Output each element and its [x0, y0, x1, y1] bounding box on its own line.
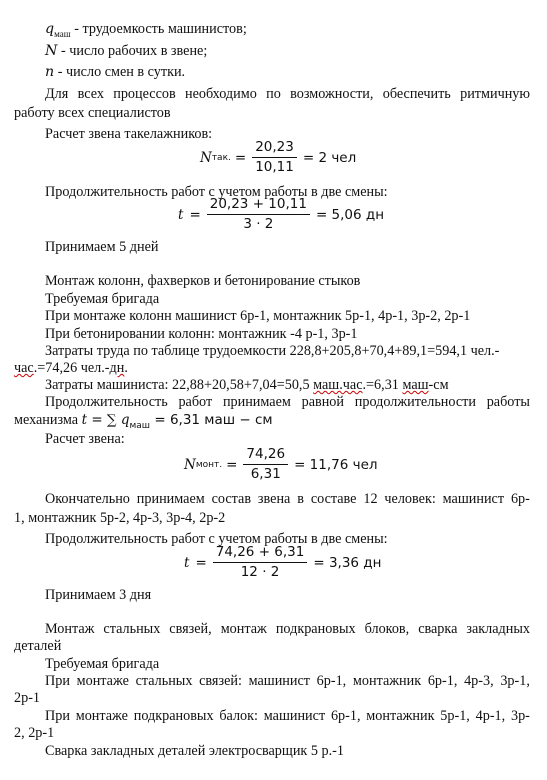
symbol-n-small: n	[45, 64, 55, 80]
word: стальных	[103, 621, 161, 637]
word: закладных	[466, 621, 530, 637]
word: 12	[363, 491, 378, 507]
eq-lhs-sub: так.	[211, 152, 231, 163]
accept-3-days: Принимаем 3 дня	[45, 587, 152, 603]
text-days: дн	[109, 360, 125, 376]
word: процессов	[113, 86, 176, 102]
word: связей,	[169, 621, 212, 637]
eq-result: = 2 чел	[302, 149, 357, 166]
word: Окончательно	[45, 491, 130, 507]
equation-installer-count: N монт. = $\frac{74,26}{6,31}$ = 11,76 чел	[184, 446, 378, 482]
word: монтаже	[76, 673, 129, 689]
fraction-numerator: 74,26 + 6,31	[213, 545, 308, 563]
word: 6р-1,	[330, 708, 361, 724]
columns-labor-line1: Затраты труда по таблице трудоемкости 228,8+205,8+70,4+89,1=594,1 чел.-	[45, 343, 500, 359]
word: работы	[486, 394, 530, 410]
steel-braces-line2: 2р-1	[14, 690, 41, 706]
formula: t = ∑ q	[81, 412, 130, 428]
columns-machinist-cost	[45, 376, 449, 394]
word: принимаем	[136, 491, 205, 507]
fraction	[213, 545, 308, 580]
word: подкрановых	[133, 708, 214, 724]
word: машинист	[263, 708, 326, 724]
text-hour: час	[14, 360, 34, 376]
word: 6р-1,	[316, 673, 347, 689]
columns-brigade: Требуемая бригада	[45, 291, 160, 307]
word: балок:	[219, 708, 258, 724]
word: Монтаж	[45, 621, 95, 637]
word: Для	[45, 86, 69, 102]
word: работ	[178, 394, 213, 410]
columns-duration-line1	[14, 393, 530, 411]
definition-n-workers	[45, 42, 207, 60]
fraction-denominator: 10,11	[255, 159, 294, 175]
paragraph-rhythm-line1	[14, 85, 530, 103]
columns-mount: При монтаже колонн машинист 6р-1, монтажник 5р-1, 4р-1, 3р-2, 2р-1	[45, 308, 471, 324]
definition-q	[45, 20, 247, 43]
fraction-numerator: 20,23	[252, 140, 297, 158]
word: стальных	[135, 673, 193, 689]
word: монтажник	[352, 673, 422, 689]
calc-team-heading: Расчет звена:	[45, 431, 125, 447]
word: монтаж	[220, 621, 267, 637]
eq-result: = 11,76 чел	[294, 456, 378, 473]
fraction	[252, 140, 297, 175]
formula-sub: маш	[129, 420, 151, 431]
definition-q-text: - трудоемкость машинистов;	[70, 21, 247, 37]
columns-concrete: При бетонировании колонн: монтажник -4 р-1, 3р-1	[45, 326, 358, 342]
eq-lhs: N	[200, 149, 212, 166]
eq-lhs: t	[178, 206, 184, 223]
word: подкрановых	[275, 621, 356, 637]
steel-brigade: Требуемая бригада	[45, 656, 160, 672]
word: всех	[77, 86, 104, 102]
eq-result: = 3,36 дн	[313, 554, 382, 571]
text-mach-hour: маш.час	[313, 377, 363, 393]
word: монтаже	[75, 708, 128, 724]
word: равной	[301, 394, 344, 410]
steel-braces-line1	[14, 672, 530, 690]
word: составе	[310, 491, 357, 507]
text: .	[124, 360, 128, 376]
word: 5р-1,	[440, 708, 470, 724]
paragraph-rhythm-line2: работу всех специалистов	[14, 105, 171, 121]
word: 4р-3,	[464, 673, 494, 689]
heading-duration-two-shifts-2: Продолжительность работ с учетом работы в две смены:	[45, 531, 388, 547]
heading-steel-line2: деталей	[14, 638, 62, 654]
word: блоков,	[364, 621, 410, 637]
word: При	[45, 708, 70, 724]
final-composition-line1	[14, 490, 530, 508]
word: машинист	[248, 673, 310, 689]
fraction-numerator: 74,26	[243, 447, 288, 465]
text-mach: маш	[402, 377, 429, 393]
word: обеспечить	[382, 86, 451, 102]
symbol-q: q	[45, 21, 55, 37]
equation-rigger-count: N так. = $\frac{20,23}{10,11}$ = 2 чел	[200, 139, 357, 175]
eq-lhs: N	[184, 456, 196, 473]
word: возможности,	[290, 86, 374, 102]
word: 6р-1,	[427, 673, 458, 689]
fraction-denominator: 3 · 2	[243, 216, 274, 232]
word: звена	[257, 491, 291, 507]
heading-rigger-team: Расчет звена такелажников:	[45, 126, 213, 142]
word: продолжительности	[354, 394, 476, 410]
word: При	[45, 673, 70, 689]
final-composition-line2: 1, монтажник 5р-2, 4р-3, 3р-4, 2р-2	[14, 510, 226, 526]
eq-lhs-sub: монт.	[195, 459, 223, 470]
steel-beams-line2: 2, 2р-1	[14, 725, 55, 741]
heading-duration-two-shifts-1: Продолжительность работ с учетом работы в две смены:	[45, 184, 388, 200]
eq-lhs: t	[184, 554, 190, 571]
steel-welding: Сварка закладных деталей электросварщик 5 р.-1	[45, 743, 344, 759]
text: -см	[428, 377, 449, 393]
word: Продолжительность	[45, 394, 168, 410]
word: человек:	[384, 491, 436, 507]
definition-n-text: - число рабочих в звене;	[57, 43, 208, 59]
text: .=74,26 чел.-	[33, 360, 110, 376]
fraction-denominator: 6,31	[250, 466, 281, 482]
text: механизма	[14, 412, 82, 428]
symbol-q-subscript: маш	[54, 28, 71, 39]
equation-columns-duration: t = $\frac{74,26 + 6,31}{12 \cdot 2}$ = 3,36 дн	[184, 544, 382, 580]
word: ритмичную	[460, 86, 530, 102]
eq-result: = 5,06 дн	[315, 206, 385, 223]
word: связей:	[199, 673, 242, 689]
word: необходимо	[185, 86, 257, 102]
word: состав	[211, 491, 252, 507]
text: .=6,31	[362, 377, 403, 393]
word: по	[266, 86, 281, 102]
steel-beams-line1	[14, 707, 530, 725]
heading-columns: Монтаж колонн, фахверков и бетонирование стыков	[45, 273, 361, 289]
word: 6р-	[510, 491, 530, 507]
accept-5-days: Принимаем 5 дней	[45, 239, 159, 255]
word: в	[297, 491, 304, 507]
formula-result: = 6,31 маш − см	[150, 412, 273, 428]
word: сварка	[418, 621, 458, 637]
fraction-numerator: 20,23 + 10,11	[207, 197, 310, 215]
definition-nn-text: - число смен в сутки.	[54, 64, 186, 80]
fraction	[243, 447, 288, 482]
fraction	[207, 197, 310, 232]
symbol-n-capital: N	[45, 43, 58, 59]
columns-labor-line2	[14, 359, 128, 377]
text: Затраты машиниста: 22,88+20,58+7,04=50,5	[45, 377, 314, 393]
definition-n-shifts	[45, 63, 185, 81]
equation-rigger-duration: t = $\frac{20,23 + 10,11}{3 \cdot 2}$ = 5,06 дн	[178, 196, 385, 232]
word: 4р-1,	[475, 708, 506, 724]
word: 3р-	[510, 708, 530, 724]
word: монтажник	[366, 708, 435, 724]
word: принимаем	[222, 394, 291, 410]
heading-steel-line1	[14, 620, 530, 638]
fraction-denominator: 12 · 2	[240, 564, 280, 580]
word: машинист	[442, 491, 505, 507]
word: 3р-1,	[500, 673, 530, 689]
